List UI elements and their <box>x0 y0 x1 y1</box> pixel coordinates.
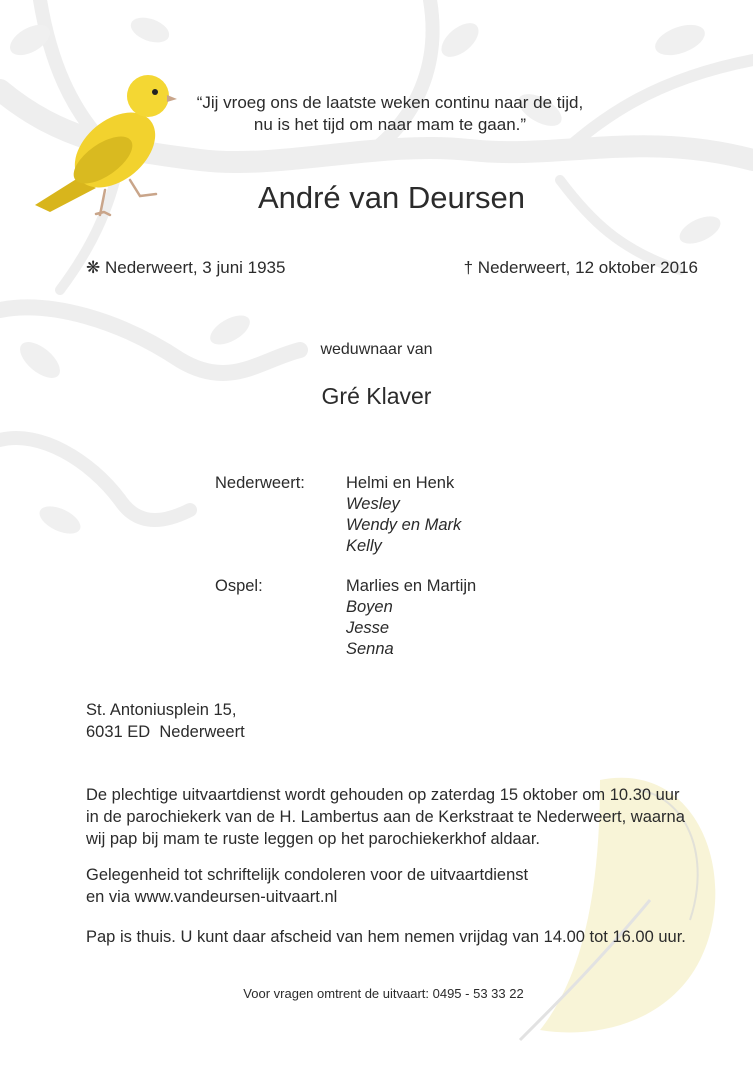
contact-footer: Voor vragen omtrent de uitvaart: 0495 - 53 33 22 <box>243 986 524 1001</box>
widower-label: weduwnaar van <box>320 341 433 358</box>
death-info: † Nederweert, 12 oktober 2016 <box>463 258 698 277</box>
spouse-name: Gré Klaver <box>321 383 432 409</box>
family-child: Wendy en Mark <box>346 516 462 534</box>
address-line-1: St. Antoniusplein 15, <box>86 701 237 719</box>
memorial-quote <box>150 92 630 136</box>
service-paragraph <box>86 784 685 850</box>
condolence-line-1: Gelegenheid tot schriftelijk condoleren voor de uitvaartdienst <box>86 866 529 884</box>
family-members <box>346 576 476 660</box>
family-place: Ospel: <box>215 577 263 595</box>
service-line-2: in de parochiekerk van de H. Lambertus aan de Kerkstraat te Nederweert, waarna <box>86 808 685 826</box>
family-child: Senna <box>346 640 394 658</box>
family-members <box>346 473 461 557</box>
family-child: Kelly <box>346 537 382 555</box>
condolence-paragraph <box>86 864 528 908</box>
service-line-3: wij pap bij mam te ruste leggen op het parochiekerkhof aldaar. <box>86 830 541 848</box>
family-head: Helmi en Henk <box>346 474 455 492</box>
visit-paragraph: Pap is thuis. U kunt daar afscheid van hem nemen vrijdag van 14.00 tot 16.00 uur. <box>86 928 686 946</box>
family-child: Jesse <box>346 619 390 637</box>
birth-info: ❋ Nederweert, 3 juni 1935 <box>86 258 286 277</box>
condolence-line-2: en via www.vandeursen-uitvaart.nl <box>86 888 338 906</box>
deceased-name: André van Deursen <box>257 180 526 215</box>
family-child: Wesley <box>346 495 400 513</box>
quote-line-2: nu is het tijd om naar mam te gaan.” <box>253 115 527 134</box>
quote-line-1: “Jij vroeg ons de laatste weken continu naar de tijd, <box>196 93 584 112</box>
service-line-1: De plechtige uitvaartdienst wordt gehouden op zaterdag 15 oktober om 10.30 uur <box>86 786 680 804</box>
family-child: Boyen <box>346 598 393 616</box>
family-head: Marlies en Martijn <box>346 577 477 595</box>
address-line-2: 6031 ED Nederweert <box>86 723 245 741</box>
correspondence-address <box>86 699 245 743</box>
family-place: Nederweert: <box>215 474 305 492</box>
